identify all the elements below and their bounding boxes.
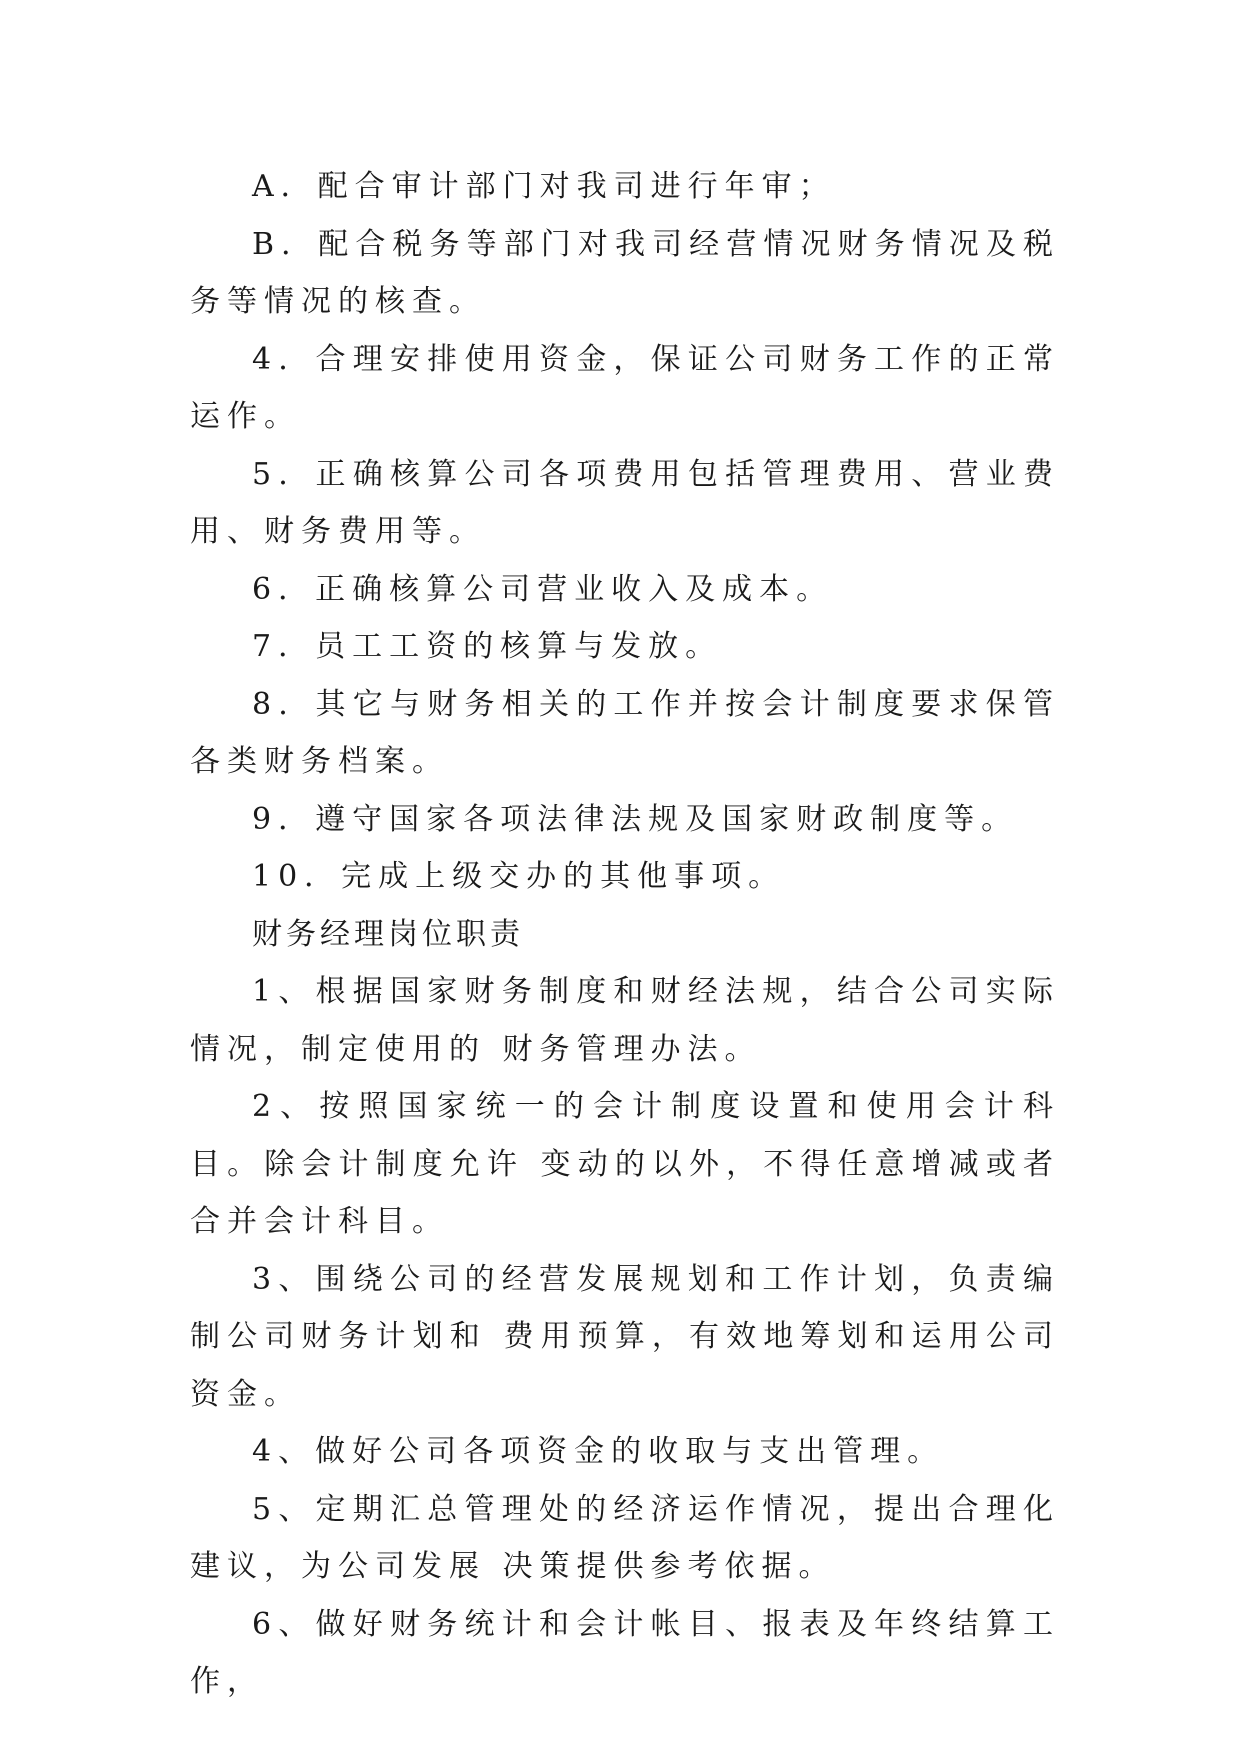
paragraph-item-10: 10．完成上级交办的其他事项。 (252, 859, 786, 894)
paragraph-tax-cooperation: B．配合税务等部门对我司经营情况财务情况及税务等情况的核查。 (190, 226, 1060, 319)
paragraph-item-7: 7．员工工资的核算与发放。 (252, 629, 723, 664)
paragraph-item-4: 4．合理安排使用资金，保证公司财务工作的正常运作。 (190, 341, 1060, 434)
section-heading: 财务经理岗位职责 (252, 916, 524, 952)
duty-item-1: 1、根据国家财务制度和财经法规，结合公司实际情况，制定使用的 财务管理办法。 (190, 974, 1060, 1067)
paragraph-item-8: 8．其它与财务相关的工作并按会计制度要求保管各类财务档案。 (190, 686, 1060, 779)
duty-item-6: 6、做好财务统计和会计帐目、报表及年终结算工作， (190, 1606, 1060, 1699)
duty-item-5: 5、定期汇总管理处的经济运作情况，提出合理化建议，为公司发展 决策提供参考依据。 (190, 1491, 1060, 1584)
duty-item-4: 4、做好公司各项资金的收取与支出管理。 (252, 1434, 945, 1469)
paragraph-item-9: 9．遵守国家各项法律法规及国家财政制度等。 (252, 801, 1019, 837)
duty-item-2: 2、按照国家统一的会计制度设置和使用会计科目。除会计制度允许 变动的以外，不得任意增减或者合并会计科目。 (190, 1089, 1060, 1239)
duty-item-3: 3、围绕公司的经营发展规划和工作计划，负责编制公司财务计划和 费用预算，有效地筹划和运用公司资金。 (190, 1261, 1060, 1412)
document-body (190, 158, 1060, 1711)
paragraph-item-6: 6．正确核算公司营业收入及成本。 (252, 571, 834, 607)
paragraph-item-5: 5．正确核算公司各项费用包括管理费用、营业费用、财务费用等。 (190, 456, 1060, 549)
paragraph-audit-cooperation: A．配合审计部门对我司进行年审； (252, 169, 836, 204)
